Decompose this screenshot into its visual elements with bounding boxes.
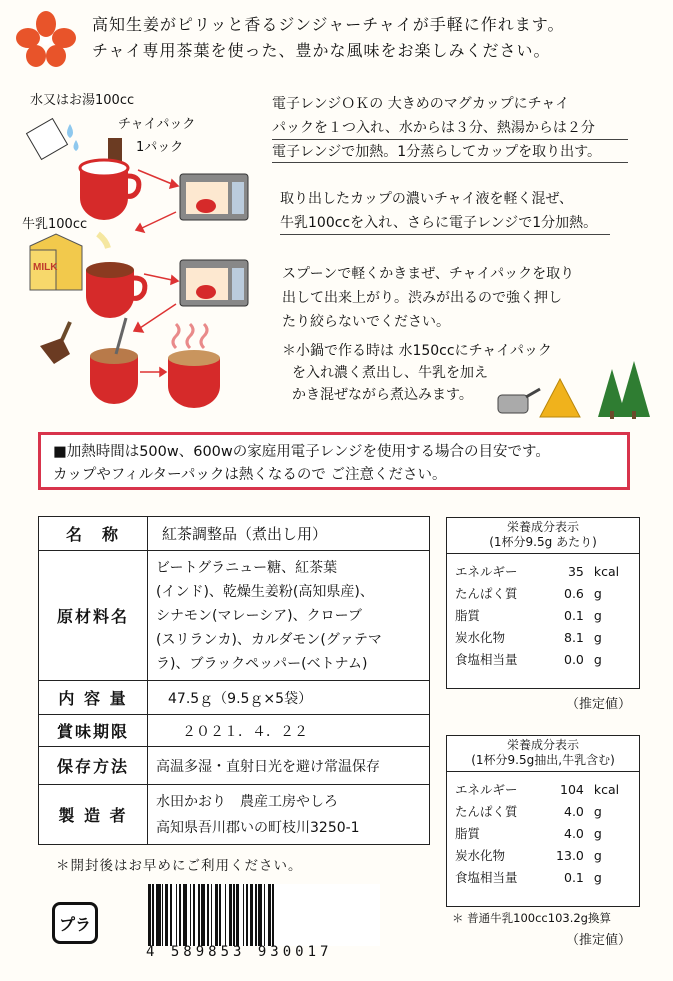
step-3: スプーンで軽くかきまぜ、チャイパックを取り 出して出来上がり。渋みが出るので強く押し たり絞らないでください。 [282,266,575,330]
table-row: 名 称 紅茶調整品（煮出し用） [39,517,430,551]
barcode-bar [274,884,277,946]
estimate-note-2: （推定値） [566,933,632,948]
intro-line-1: 高知生姜がピリッと香るジンジャーチャイが手軽に作れます。 [92,15,565,34]
step-2: 取り出したカップの濃いチャイ液を軽く混ぜ、 牛乳100ccを入れ、さらに電子レンジで1分加熱。 [280,191,598,231]
nutrition-row: 炭水化物 13.0 g [455,847,602,863]
table-row: 製 造 者 水田かおり 農産工房やしろ 高知県吾川郡いの町枝川3250-1 [39,785,430,845]
nutrition-row: 食塩相当量 0.1 g [455,869,602,885]
mug-icon [86,262,145,318]
microwave-icon [180,174,248,220]
barcode-number: 4 589853 930017 [146,944,333,960]
arrow-icon [134,170,178,376]
nutrition-row: 脂質 0.1 g [455,607,602,623]
fire-icon [540,379,580,417]
tree-icon [598,361,650,419]
nutrition-rows-1 [447,554,639,670]
mug-icon [80,160,139,220]
table-row: 保存方法 高温多湿・直射日光を避け常温保存 [39,747,430,785]
intro-line-2: チャイ専用茶葉を使った、豊かな風味をお楽しみください。 [92,41,551,60]
milk-label: 牛乳100cc [22,217,88,232]
camping-illustration [494,355,664,421]
nutrition-panel-1: 栄養成分表示 (1杯分9.5g あたり) エネルギー 35 kcal たんぱく質 0.6 g 脂質 0.1 g 炭水化物 8.1 g 食塩相当量 0.0 g [446,517,640,689]
mug-icon [90,318,138,404]
pot-note: ＊小鍋で作る時は 水150ccにチャイパック を入れ濃く煮出し、牛乳を加え かき混ぜながら煮込みます。 [282,343,552,403]
spec-table [38,516,430,845]
tea-label-2: 1パック [136,140,184,155]
recipe-illustration [20,110,270,420]
tea-label-1: チャイパック [118,117,196,132]
table-row: 内 容 量 47.5ｇ（9.5ｇ×5袋） [39,681,430,715]
nutrition-panel-2: 栄養成分表示 (1杯分9.5g抽出,牛乳含む) エネルギー 104 kcal たんぱく質 4.0 g 脂質 4.0 g 炭水化物 13.0 g 食塩相当量 0.1 g [446,735,640,907]
nutrition-row: 食塩相当量 0.0 g [455,651,602,667]
intro-text [92,12,564,64]
table-row: 原材料名 ビートグラニュー糖、紅茶葉 (インド)、乾燥生姜粉(高知県産)、 シナモン(マレーシア)、クローブ (スリランカ)、カルダモン(グァテマ ラ)、ブラックペッパー(ベトナム) [39,551,430,681]
recycle-pla-icon: プラ [52,902,98,944]
nutrition-rows-2 [447,772,639,888]
water-label: 水又はお湯100cc [30,93,135,108]
table-row: 賞味期限 ２０２１．４．２２ [39,715,430,747]
water-packet-icon [27,119,79,160]
nutrition-row: エネルギー 35 kcal [455,563,620,579]
nutrition-row: 脂質 4.0 g [455,825,602,841]
nutrition-row: たんぱく質 0.6 g [455,585,602,601]
steaming-mug-icon [168,324,220,408]
flower-logo [14,10,78,70]
svg-text:MILK: MILK [33,262,58,273]
open-note: ＊開封後はお早めにご利用ください。 [56,858,303,874]
milk-carton-icon [30,234,82,290]
notice-box: ■加熱時間は500w、600wの家庭用電子レンジを使用する場合の目安です。 カップやフィルターパックは熱くなるので ご注意ください。 [38,432,630,490]
step-1: 電子レンジＯＫの 大きめのマグカップにチャイ パックを１つ入れ、水からは３分、熱湯からは２分 電子レンジで加熱。1分蒸らしてカップを取り出す。 [272,96,601,160]
spoon-icon [40,322,70,364]
pot-icon [498,389,540,413]
nutrition-row: 炭水化物 8.1 g [455,629,602,645]
nutrition-row: エネルギー 104 kcal [455,781,620,797]
milk-footnote: ＊ 普通牛乳100cc103.2g換算 [452,911,611,925]
estimate-note-1: （推定値） [566,697,632,712]
barcode [148,884,380,946]
microwave-icon [180,260,248,306]
nutrition-row: たんぱく質 4.0 g [455,803,602,819]
